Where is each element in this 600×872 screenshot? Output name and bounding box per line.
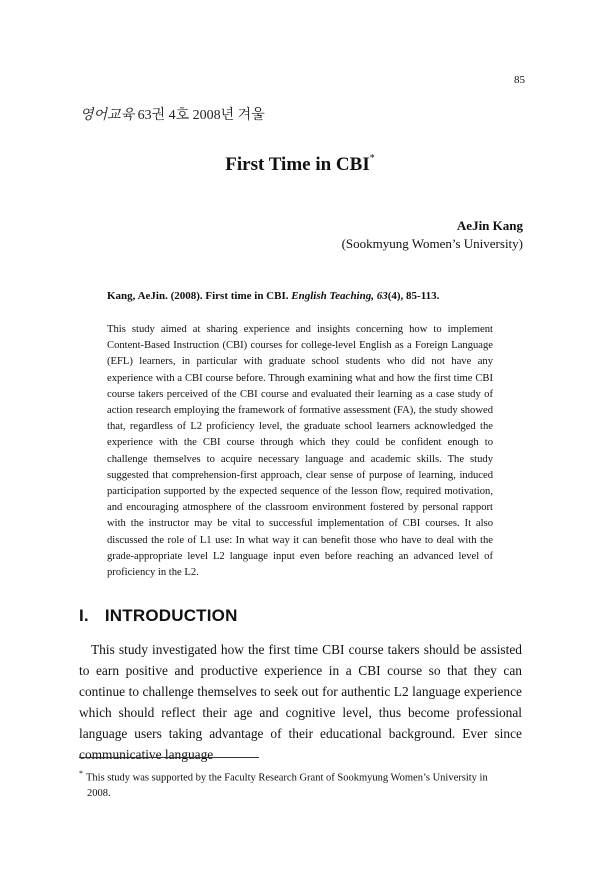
footnote-text-line1: This study was supported by the Faculty Research Grant of Sookmyung Women’s University in bbox=[86, 772, 488, 784]
section-number: I. bbox=[79, 606, 89, 625]
intro-paragraph: This study investigated how the first time CBI course takers should be assisted to earn positive and productive experience in a CBI course so that they can continue to challenge themselves to seek out for authentic L2 language experience which should reflect their age and cognitive level, thus become professional language users taking advantage of their educational background. Ever since communicative language bbox=[79, 642, 522, 762]
section-title: INTRODUCTION bbox=[104, 606, 238, 625]
title-text: First Time in CBI bbox=[225, 154, 370, 175]
footnote-marker: * bbox=[79, 769, 83, 778]
abstract: This study aimed at sharing experience and insights concerning how to implement Content-Based Instruction (CBI) courses for college-level English as a Foreign Language (EFL) learners, in particular with graduate school students who did not have any experience with a CBI course before. Through examining what and how the first time CBI course takers perceived of the CBI course and evaluated their learning as a case study of action research employing the framework of formative assessment (FA), the study showed that, regardless of L2 proficiency level, the graduate school learners acknowledged the experience with the CBI course through which they could be confident enough to challenge themselves to acquire necessary language and academic skills. The study suggested that comprehension-first approach, clear sense of purpose of learning, induced participation supported by the expected sequence of the lesson flow, required motivation, and encouraging atmosphere of the classroom environment fostered by personal rapport with the instructor may be vital to successful implementation of CBI courses. It also discussed the role of L1 use: In what way it can benefit those who have to deal with the grade-appropriate level L2 language input even before reaching an advanced level of proficiency in the L2. bbox=[107, 324, 493, 579]
title-footnote-marker: * bbox=[369, 152, 375, 164]
page-number: 85 bbox=[514, 74, 525, 86]
footnote-text-line2: 2008. bbox=[87, 787, 111, 799]
footnote bbox=[79, 766, 522, 801]
citation-journal: English Teaching, 63 bbox=[291, 290, 388, 302]
author-name: AeJin Kang bbox=[456, 218, 523, 233]
journal-name: 영어교육 bbox=[80, 108, 135, 123]
article-title bbox=[0, 154, 600, 176]
citation bbox=[107, 290, 439, 302]
section-heading bbox=[79, 606, 238, 626]
journal-header bbox=[80, 104, 265, 124]
footnote-divider bbox=[79, 757, 259, 758]
citation-suffix: (4), 85-113. bbox=[387, 290, 440, 302]
journal-issue: 63권 4호 2008년 겨울 bbox=[137, 108, 265, 123]
citation-prefix: Kang, AeJin. (2008). First time in CBI. bbox=[107, 290, 292, 302]
author-affiliation: (Sookmyung Women’s University) bbox=[341, 236, 523, 251]
